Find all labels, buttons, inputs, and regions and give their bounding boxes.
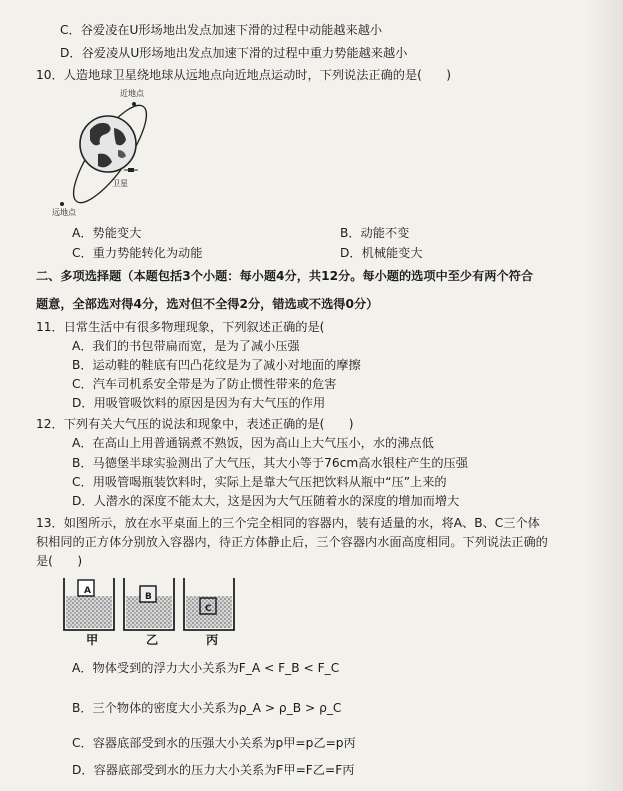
q10-option-c: C．重力势能转化为动能 [72,246,203,260]
container-label-jia: 甲 [86,633,99,647]
q11-stem: 11．日常生活中有很多物理现象，下列叙述正确的是( [36,320,325,334]
block-b-label: B [145,592,152,602]
container-label-bing: 丙 [206,633,219,647]
q13-stem-line1: 13．如图所示，放在水平桌面上的三个完全相同的容器内，装有适量的水，将A、B、C三个体 [36,516,540,530]
section2-heading-line2: 题意，全部选对得4分，选对但不全得2分，错选或不选得0分） [36,297,379,311]
q12-option-b: B．马德堡半球实验测出了大气压，其大小等于76cm高水银柱产生的压强 [72,456,468,470]
q9-option-c: C．谷爱凌在U形场地出发点加速下滑的过程中动能越来越小 [60,23,383,37]
earth-globe [80,116,136,172]
q12-option-c: C．用吸管喝瓶装饮料时，实际上是靠大气压把饮料从瓶中“压”上来的 [72,475,447,489]
q10-stem: 10．人造地球卫星绕地球从远地点向近地点运动时，下列说法正确的是( ) [36,68,452,82]
q11-option-b: B．运动鞋的鞋底有凹凸花纹是为了减小对地面的摩擦 [72,358,361,372]
q11-option-d: D．用吸管吸饮料的原因是因为有大气压的作用 [72,396,326,410]
q13-option-d: D．容器底部受到水的压力大小关系为F甲=F乙=F丙 [72,763,355,777]
scan-shadow [583,0,623,791]
q13-option-b: B．三个物体的密度大小关系为ρ_A > ρ_B > ρ_C [72,701,342,715]
q11-option-a: A．我们的书包带扁而宽，是为了减小压强 [72,339,300,353]
q10-option-b: B．动能不变 [340,226,410,240]
satellite-label: 卫星 [112,179,128,188]
q12-option-a: A．在高山上用普通锅煮不熟饭，因为高山上大气压小，水的沸点低 [72,436,434,450]
apogee-point [132,102,136,106]
q13-stem-line3: 是( ) [36,554,83,568]
q9-option-d: D．谷爱凌从U形场地出发点加速下滑的过程中重力势能越来越小 [60,46,408,60]
block-a-label: A [84,586,91,596]
q13-option-c: C．容器底部受到水的压强大小关系为p甲=p乙=p丙 [72,736,356,750]
perigee-point [60,202,64,206]
q12-stem: 12．下列有关大气压的说法和现象中，表述正确的是( ) [36,417,354,431]
satellite-orbit-figure [48,88,168,216]
container-label-yi: 乙 [146,633,159,647]
q11-option-c: C．汽车司机系安全带是为了防止惯性带来的危害 [72,377,337,391]
satellite-icon [124,168,138,172]
section2-heading-line1: 二、多项选择题（本题包括3个小题：每小题4分，共12分。每小题的选项中至少有两个符合 [36,269,534,283]
q10-option-d: D．机械能变大 [340,246,423,260]
container-yi [124,578,174,630]
q12-option-d: D．人潜水的深度不能太大，这是因为大气压随着水的深度的增加而增大 [72,494,460,508]
q13-stem-line2: 积相同的正方体分别放入容器内，待正方体静止后，三个容器内水面高度相同。下列说法正确的 [36,535,548,549]
perigee-label: 远地点 [52,208,76,217]
block-c-label: C [205,604,212,614]
q13-option-a: A．物体受到的浮力大小关系为F_A < F_B < F_C [72,661,340,675]
q10-option-a: A．势能变大 [72,226,142,240]
apogee-label: 近地点 [120,89,144,98]
